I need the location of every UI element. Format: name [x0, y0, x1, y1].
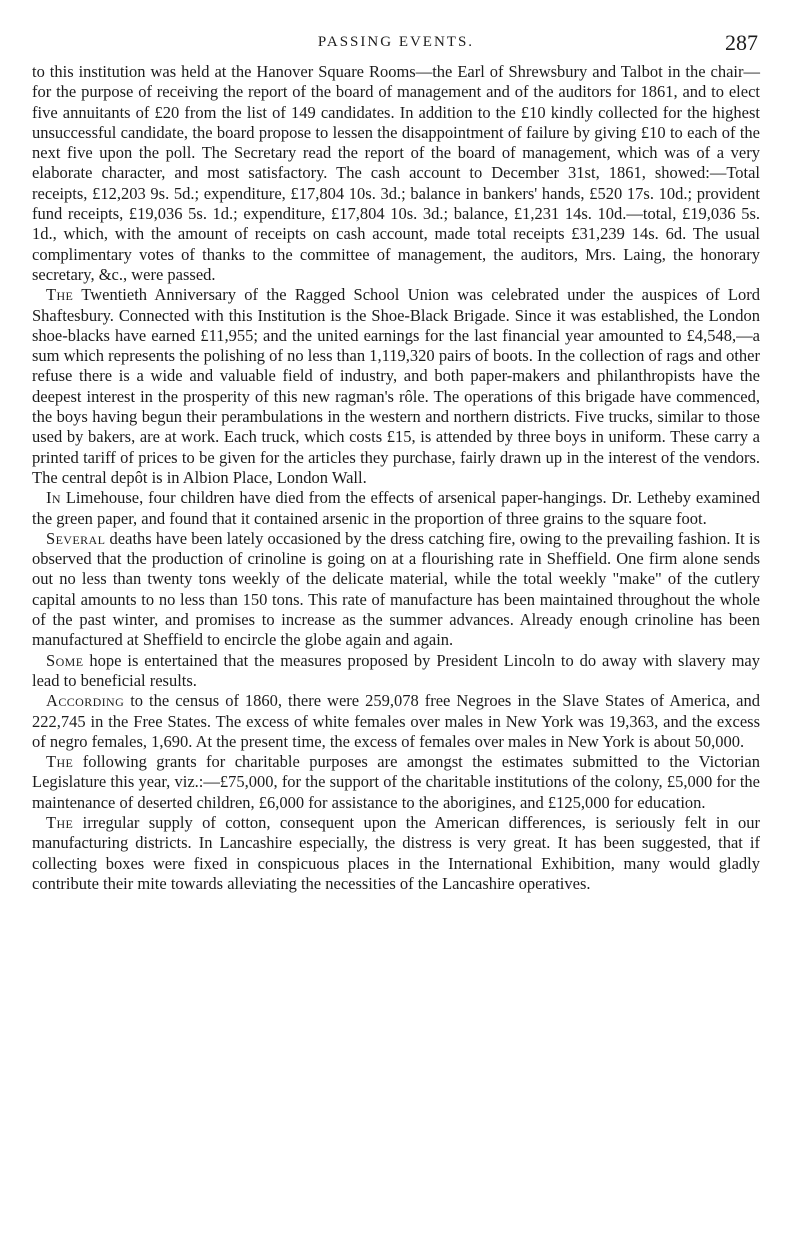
paragraph-lead: The	[46, 812, 74, 832]
running-head	[32, 30, 760, 62]
article-body	[32, 62, 760, 894]
running-title: PASSING EVENTS.	[317, 34, 475, 50]
paragraph-lead: Several	[46, 528, 106, 548]
paragraph-lead: The	[46, 752, 74, 772]
paragraph-text: Twentieth Anniversary of the Ragged School Union was celebrated under the auspices of Lord Shaftesbury. Connected with this Institution is the Shoe-Black Brigade. Since it was established, the London shoe-blacks have earned £11,955; and the united earnings for the last financial year amounted to £4,548,—a sum which represents the polishing of no less than 1,119,320 pairs of boots. In the collection of rags and other refuse there is a wide and valuable field of industry, and both paper-makers and philanthropists have the deepest interest in the prosperity of this new ragman's rôle. The operations of this brigade have commenced, the boys having begun their perambulations in the western and northern districts. Five trucks, similar to those used by bakers, are at work. Each truck, which costs £15, is attended by three boys in uniform. These carry a printed tariff of prices to be given for the articles they purchase, fairly drawn up in the interest of the vendors. The central depôt is in Albion Place, London Wall.	[32, 285, 760, 487]
paragraph-hanover-rooms-report	[32, 62, 760, 285]
paragraph-limehouse-arsenic	[32, 488, 760, 529]
paragraph-crinoline-sheffield	[32, 529, 760, 651]
paragraph-ragged-school-union	[32, 285, 760, 488]
paragraph-lead: In	[46, 488, 61, 508]
paragraph-victorian-grants	[32, 752, 760, 813]
paragraph-text: following grants for charitable purposes are amongst the estimates submitted to the Victorian Legislature this year, viz.:—£75,000, for the support of the charitable institutions of the colony, £5,000 for the maintenance of deserted children, £6,000 for assistance to the aborigines, and £125,000 for education.	[32, 752, 760, 812]
paragraph-census-1860	[32, 691, 760, 752]
paragraph-text: to this institution was held at the Hanover Square Rooms—the Earl of Shrewsbury and Talbot in the chair—for the purpose of receiving the report of the board of management and of the auditors for 1861, and to elect five annuitants of £20 from the list of 149 candidates. In addition to the £10 kindly collected for the highest unsuccessful candidate, the board propose to lessen the disappointment of failure by giving £10 to each of the next five upon the poll. The Secretary read the report of the board of management, which was of a very elaborate character, and most satisfactory. The cash account to December 31st, 1861, showed:—Total receipts, £12,203 9s. 5d.; expenditure, £17,804 10s. 3d.; balance in bankers' hands, £520 17s. 10d.; provident fund receipts, £19,036 5s. 1d.; expenditure, £17,804 10s. 3d.; balance, £1,231 14s. 10d.—total, £19,036 5s. 1d., which, with the amount of receipts on cash account, made total receipts £31,239 14s. 6d. The usual complimentary votes of thanks to the committee of management, the auditors, Mrs. Laing, the honorary secretary, &c., were passed.	[32, 62, 760, 284]
paragraph-lead: The	[46, 285, 74, 305]
paragraph-text: hope is entertained that the measures proposed by President Lincoln to do away with slavery may lead to beneficial results.	[32, 650, 760, 690]
paragraph-text: to the census of 1860, there were 259,078 free Negroes in the Slave States of America, and 222,745 in the Free States. The excess of white females over males in New York was 19,363, and the excess of negro females, 1,690. At the present time, the excess of females over males in New York is about 50,000.	[32, 691, 760, 751]
paragraph-lead: Some	[46, 650, 84, 670]
book-page	[32, 30, 760, 894]
paragraph-text: irregular supply of cotton, consequent upon the American differences, is seriously felt in our manufacturing districts. In Lancashire especially, the distress is very great. It has been suggested, that if collecting boxes were fixed in conspicuous places in the International Exhibition, many would gladly contribute their mite towards alleviating the necessities of the Lancashire operatives.	[32, 812, 760, 893]
paragraph-lead: According	[46, 691, 125, 711]
page-number: 287	[725, 30, 758, 55]
paragraph-text: deaths have been lately occasioned by the dress catching fire, owing to the prevailing fashion. It is observed that the production of crinoline is going on at a flourishing rate in Sheffield. One firm alone sends out no less than twenty tons weekly of the delicate material, while the total weekly "make" of the cutlery capital amounts to no less than 150 tons. This rate of manufacture has been maintained throughout the whole of the past winter, and promises to increase as the summer advances. Already enough crinoline has been manufactured at Sheffield to encircle the globe again and again.	[32, 528, 760, 650]
paragraph-cotton-supply	[32, 813, 760, 894]
paragraph-lincoln-slavery	[32, 651, 760, 692]
paragraph-text: Limehouse, four children have died from the effects of arsenical paper-hangings. Dr. Letheby examined the green paper, and found that it contained arsenic in the proportion of three grains to the square foot.	[32, 488, 760, 528]
